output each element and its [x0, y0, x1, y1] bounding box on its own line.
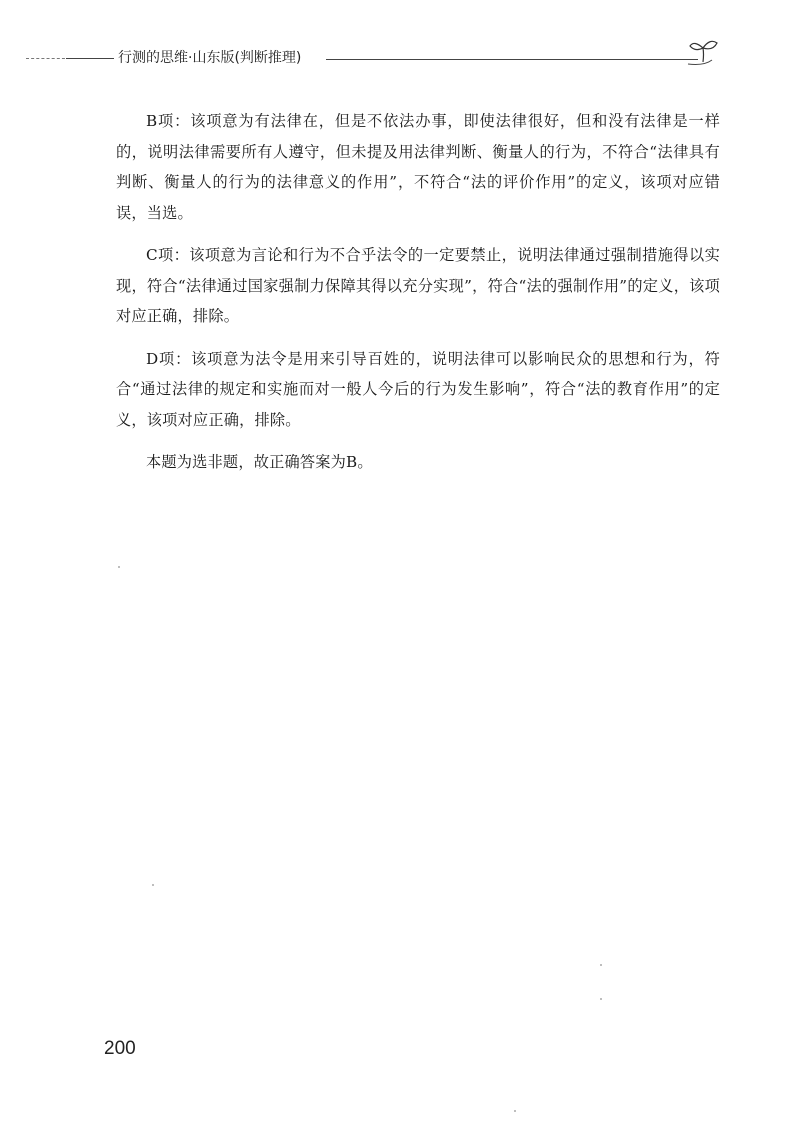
header-rule-left: [66, 58, 114, 59]
scan-speck: [600, 998, 602, 1000]
scan-speck: [152, 884, 154, 886]
option-d-explanation: D项：该项意为法令是用来引导百姓的，说明法律可以影响民众的思想和行为，符合“通过法律的规定和实施而对一般人今后的行为发生影响”，符合“法的教育作用”的定义，该项对应正确，排除。: [116, 349, 720, 429]
page-number: 200: [104, 1038, 136, 1059]
option-b-explanation: B项：该项意为有法律在，但是不依法办事，即使法律很好，但和没有法律是一样的，说明法律需要所有人遵守，但未提及用法律判断、衡量人的行为，不符合“法律具有判断、衡量人的行为的法律意义的作用”，不符合“法的评价作用”的定义，该项对应错误，当选。: [116, 112, 720, 222]
scan-speck: [600, 964, 602, 966]
header-rule-right: [326, 59, 698, 60]
running-header: [26, 48, 716, 70]
answer-explanation: [116, 106, 720, 490]
option-c-explanation: C项：该项意为言论和行为不合乎法令的一定要禁止，说明法律通过强制措施得以实现，符合“法律通过国家强制力保障其得以充分实现”，符合“法的强制作用”的定义，该项对应正确，排除。: [116, 246, 720, 325]
scan-speck: [514, 1110, 516, 1112]
scan-speck: [118, 566, 120, 568]
header-title: 行测的思维·山东版(判断推理): [118, 50, 302, 66]
sprout-icon: [686, 36, 720, 68]
answer-conclusion: 本题为选非题，故正确答案为B。: [146, 453, 373, 471]
